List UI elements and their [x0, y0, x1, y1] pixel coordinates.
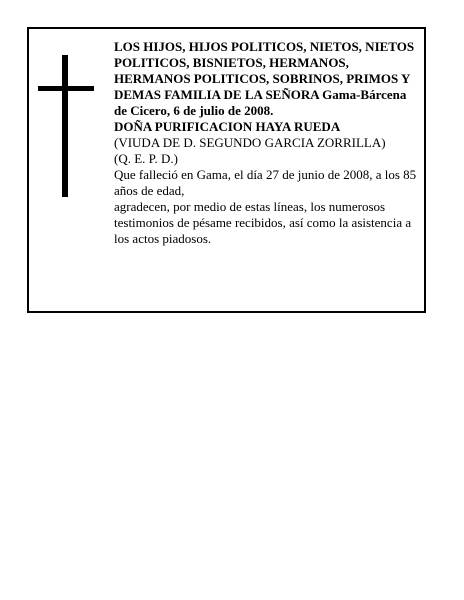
rip-line: (Q. E. P. D.): [114, 151, 178, 166]
cross-horizontal-bar: [38, 86, 94, 91]
death-info: Que falleció en Gama, el día 27 de junio de 2008, a los 85 años de edad,: [114, 167, 417, 198]
widow-of-line: (VIUDA DE D. SEGUNDO GARCIA ZORRILLA): [114, 135, 386, 150]
obituary-text: [114, 39, 420, 247]
cross-icon: [38, 55, 94, 197]
deceased-name: DOÑA PURIFICACION HAYA RUEDA: [114, 119, 341, 134]
thanks-text: agradecen, por medio de estas líneas, los numerosos testimonios de pésame recibidos, así como la asistencia a los actos piadosos.: [114, 199, 412, 246]
cross-vertical-bar: [62, 55, 68, 197]
notice-heading: LOS HIJOS, HIJOS POLITICOS, NIETOS, NIETOS POLITICOS, BISNIETOS, HERMANOS, HERMANOS POLITICOS, SOBRINOS, PRIMOS Y DEMAS FAMILIA DE LA SEÑORA Gama-Bárcena de Cicero, 6 de julio de 2008.: [114, 39, 415, 118]
